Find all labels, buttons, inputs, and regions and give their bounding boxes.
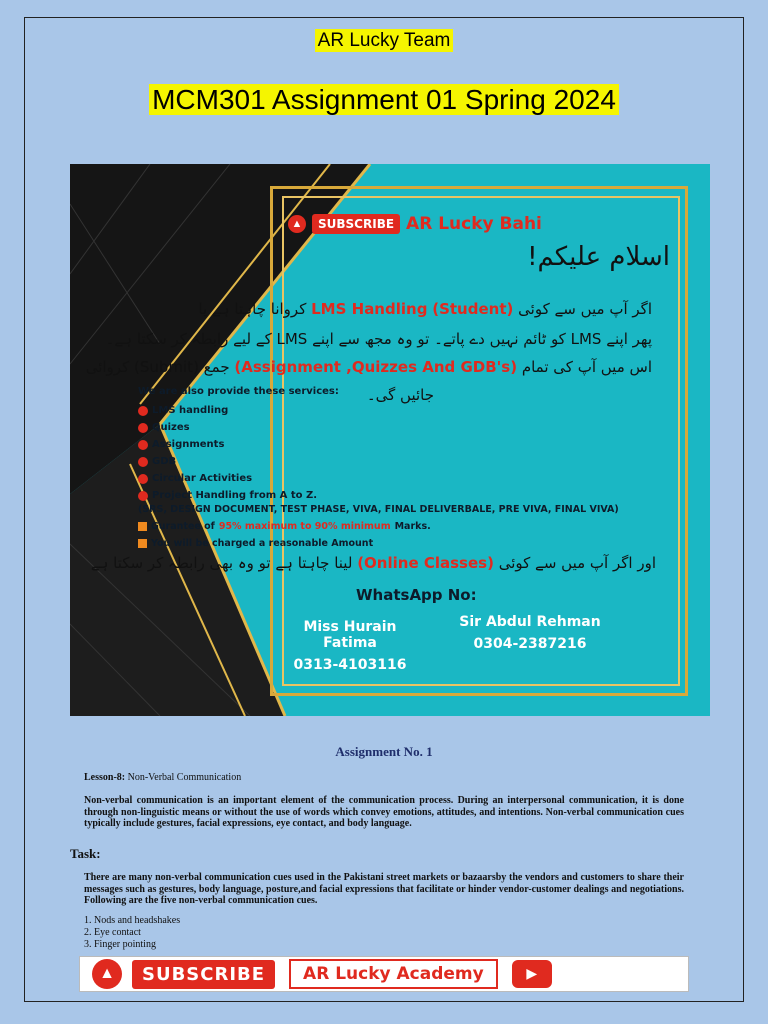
services-heading: We are also provide these services: (138, 386, 339, 397)
services-list (138, 402, 317, 504)
bullet-icon (138, 423, 148, 433)
task-heading: Task: (70, 846, 101, 861)
urdu-line-2: پھر اپنے LMS کو ٹائم نہیں دے پاتے۔ تو وہ مجھ سے اپنے LMS کے لیے رابطہ کر سکتا ہے۔ (105, 330, 652, 348)
assignment-title: Assignment No. 1 (335, 744, 433, 759)
list-item: 2. Eye contact (84, 927, 141, 938)
checkbox-icon (138, 539, 147, 548)
channel-name: AR Lucky Bahi (406, 214, 542, 234)
list-item: Project Handling from A to Z. (138, 487, 317, 504)
urdu-line-1: اگر آپ میں سے کوئی (Student) LMS Handling کروانا چاہتا ہے یا (198, 300, 652, 318)
lesson-line: Lesson-8: Non-Verbal Communication (84, 772, 242, 783)
intro-paragraph: Non-verbal communication is an important element of the communication process. During an interpersonal communication, it is done through non-linguistic means or without the use of words which convey emotions, attitudes, and intentions. Non-verbal communication cues typically include gestures, facial expressions, eye contact, and body language. (84, 795, 684, 829)
list-item: 3. Finger pointing (84, 939, 156, 950)
play-icon[interactable]: ▶ (512, 960, 552, 988)
contact-2: Sir Abdul Rehman 0304-2387216 (459, 614, 601, 652)
bullet-icon (138, 457, 148, 467)
list-item: Quizes (138, 419, 317, 436)
channel-name: AR Lucky Academy (289, 959, 498, 989)
list-item: LMS handling (138, 402, 317, 419)
page-title: MCM301 Assignment 01 Spring 2024 (0, 84, 768, 116)
greeting: اسلام علیکم! (527, 242, 670, 272)
contact-1: Miss Hurain Fatima 0313-4103116 (293, 619, 407, 673)
srs-line: (SRS, DESIGN DOCUMENT, TEST PHASE, VIVA, FINAL DELIVERBALE, PRE VIVA, FINAL VIVA) (138, 504, 619, 515)
list-item: Circular Activities (138, 470, 317, 487)
list-item: 1. Nods and headshakes (84, 915, 181, 926)
cues-list (84, 915, 180, 951)
bell-icon: ▲ (92, 959, 122, 989)
subscribe-button[interactable]: SUBSCRIBE (132, 960, 275, 989)
bullet-icon (138, 474, 148, 484)
checkbox-icon (138, 522, 147, 531)
banner-subscribe-row (288, 214, 542, 234)
task-paragraph: There are many non-verbal communication cues used in the Pakistani street markets or bazaarsby the vendors and customers to share their messages such as gestures, body language, posture,and facial expressions that facilitate or hinder vendor-customer dealings and negotiations. Following are the five non-verbal communication cues. (84, 872, 684, 906)
bullet-icon (138, 406, 148, 416)
urdu-line-3: اس میں آپ کی تمام (Assignment ,Quizzes And GDB's) جمع (Submit) کروائی (85, 358, 652, 376)
promo-banner (70, 164, 710, 716)
whatsapp-label: WhatsApp No: (356, 586, 477, 604)
bullet-icon (138, 491, 148, 501)
list-item: Assignments (138, 436, 317, 453)
guarantee-line: Gurantee of 95% maximum to 90% minimum Marks. (138, 521, 431, 532)
bullet-icon (138, 440, 148, 450)
urdu-online-line: اور اگر آپ میں سے کوئی (Online Classes) لینا چاہتا ہے تو وہ بھی رابطہ کر سکتا ہے (90, 554, 656, 572)
charged-line: You will be charged a reasonable Amount (138, 538, 373, 549)
list-item: GDB (138, 453, 317, 470)
bell-icon: ▲ (288, 215, 306, 233)
team-title: AR Lucky Team (0, 30, 768, 52)
urdu-line-4: جائیں گی۔ (366, 386, 434, 404)
footer-banner[interactable] (79, 956, 689, 992)
subscribe-button[interactable]: SUBSCRIBE (312, 214, 400, 234)
